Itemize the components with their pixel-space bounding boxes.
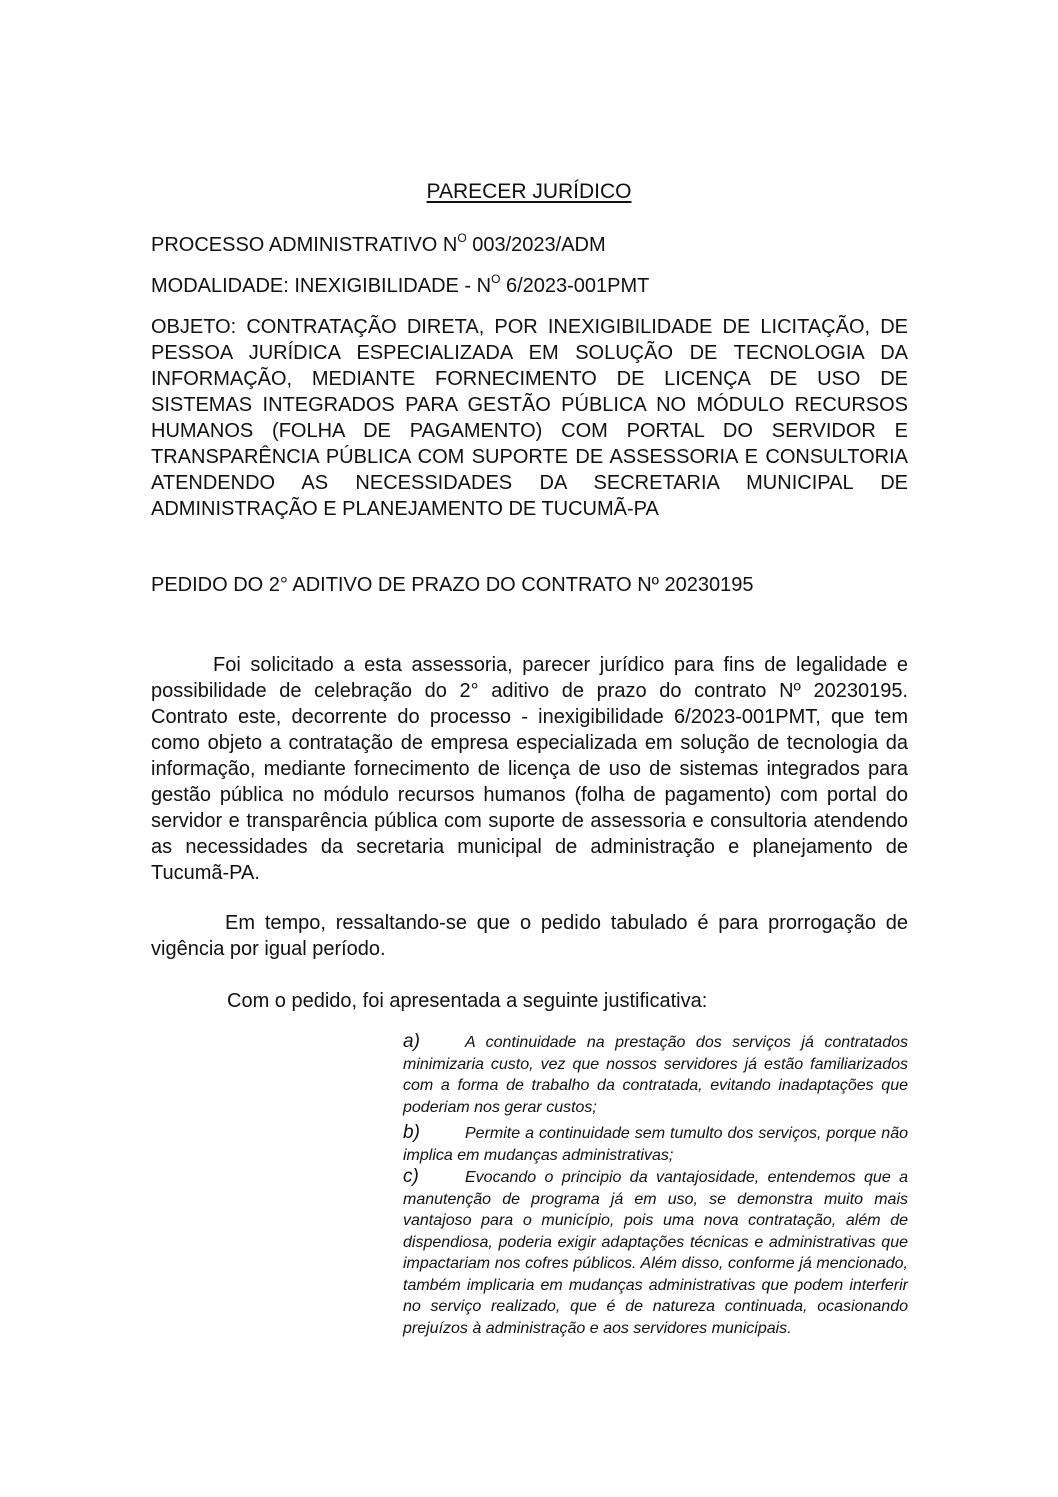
processo-line (151, 231, 606, 257)
justificativa-item-c (403, 1166, 908, 1339)
processo-superscript: O (457, 231, 467, 245)
modalidade-superscript: O (491, 272, 501, 286)
justificativa-text-b: Permite a continuidade sem tumulto dos serviços, porque não implica em mudanças administrativas; (403, 1125, 908, 1164)
justificativa-marker-b: b) (403, 1122, 420, 1143)
document-title: PARECER JURÍDICO (426, 180, 632, 203)
paragraph-justificativa-intro: Com o pedido, foi apresentada a seguinte justificativa: (227, 990, 708, 1012)
modalidade-number: 6/2023-001PMT (500, 275, 650, 297)
modalidade-line (151, 272, 649, 298)
pedido-line: PEDIDO DO 2° ADITIVO DE PRAZO DO CONTRATO Nº 20230195 (151, 574, 754, 596)
justificativa-item-a (403, 1031, 908, 1118)
justificativa-text-a: A continuidade na prestação dos serviços já contratados minimizaria custo, vez que nossos servidores já estão familiarizados com a forma de trabalho da contratada, evitando inadaptações que poderiam nos gerar custos; (403, 1034, 908, 1116)
justificativa-marker-a: a) (403, 1031, 420, 1052)
paragraph-solicitacao: Foi solicitado a esta assessoria, parecer jurídico para fins de legalidade e possibilidade de celebração do 2° aditivo de prazo do contrato Nº 20230195. Contrato este, decorrente do processo - inexigibilidade 6/2023-001PMT, que tem como objeto a contratação de empresa especializada em solução de tecnologia da informação, mediante fornecimento de licença de uso de sistemas integrados para gestão pública no módulo recursos humanos (folha de pagamento) com portal do servidor e transparência pública com suporte de assessoria e consultoria atendendo as necessidades da secretaria municipal de administração e planejamento de Tucumã-PA. (151, 654, 908, 884)
justificativa-item-b (403, 1122, 908, 1166)
justificativa-marker-c: c) (403, 1166, 419, 1187)
objeto-block: OBJETO: CONTRATAÇÃO DIRETA, POR INEXIGIBILIDADE DE LICITAÇÃO, DE PESSOA JURÍDICA ESPECIALIZADA EM SOLUÇÃO DE TECNOLOGIA DA INFORMAÇÃO, MEDIANTE FORNECIMENTO DE LICENÇA DE USO DE SISTEMAS INTEGRADOS PARA GESTÃO PÚBLICA NO MÓDULO RECURSOS HUMANOS (FOLHA DE PAGAMENTO) COM PORTAL DO SERVIDOR E TRANSPARÊNCIA PÚBLICA COM SUPORTE DE ASSESSORIA E CONSULTORIA ATENDENDO AS NECESSIDADES DA SECRETARIA MUNICIPAL DE ADMINISTRAÇÃO E PLANEJAMENTO DE TUCUMÃ-PA (151, 316, 908, 520)
processo-number: 003/2023/ADM (466, 234, 606, 256)
modalidade-prefix: MODALIDADE: INEXIGIBILIDADE - N (151, 275, 492, 297)
justificativa-text-c: Evocando o principio da vantajosidade, entendemos que a manutenção de programa já em uso, se demonstra muito mais vantajoso para o município, pois uma nova contratação, além de dispendiosa, poderia exigir adaptações técnicas e administrativas que impactariam nos cofres públicos. Além disso, conforme já mencionado, também implicaria em mudanças administrativas que podem interferir no serviço realizado, que é de natureza continuada, ocasionando prejuízos à administração e aos servidores municipais. (403, 1169, 908, 1337)
paragraph-em-tempo: Em tempo, ressaltando-se que o pedido tabulado é para prorrogação de vigência por igual período. (151, 912, 908, 960)
processo-prefix: PROCESSO ADMINISTRATIVO N (151, 234, 458, 256)
